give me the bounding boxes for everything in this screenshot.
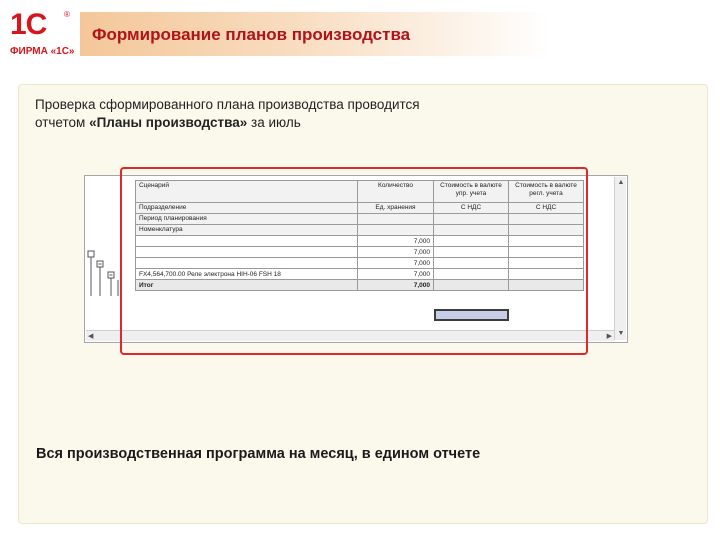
scroll-right-icon[interactable]: ▶ bbox=[606, 333, 612, 340]
description-prefix: отчетом bbox=[35, 115, 90, 130]
summary-caption: Вся производственная программа на месяц, в едином отчете bbox=[36, 446, 481, 462]
description-suffix: за июль bbox=[247, 115, 301, 130]
scroll-left-icon[interactable]: ◀ bbox=[88, 333, 94, 340]
col-header-cost-mgmt: Стоимость в валюте упр. учета bbox=[434, 181, 509, 203]
logo-firm-name: ФИРМА «1С» bbox=[10, 46, 75, 57]
row-quantity: 7,000 bbox=[358, 236, 434, 247]
highlight-frame bbox=[120, 167, 588, 355]
col-header-vat-mgmt: С НДС bbox=[434, 203, 509, 214]
grouping-tree-icon[interactable] bbox=[87, 250, 123, 300]
col-header-cost-reg: Стоимость в валюте регл. учета bbox=[509, 181, 584, 203]
total-quantity: 7,000 bbox=[358, 280, 434, 291]
row-quantity: 7,000 bbox=[358, 269, 434, 280]
col-header-quantity: Количество bbox=[358, 181, 434, 203]
col-header-division: Подразделение bbox=[136, 203, 358, 214]
company-logo bbox=[8, 8, 76, 60]
logo-registered: ® bbox=[64, 10, 70, 19]
scroll-down-icon[interactable]: ▼ bbox=[617, 330, 625, 337]
col-header-nomenclature: Номенклатура bbox=[136, 225, 358, 236]
row-quantity: 7,000 bbox=[358, 258, 434, 269]
total-label: Итог bbox=[136, 280, 358, 291]
page-title: Формирование планов производства bbox=[92, 25, 411, 44]
col-header-scenario: Сценарий bbox=[136, 181, 358, 203]
col-header-period: Период планирования bbox=[136, 214, 358, 225]
scroll-up-icon[interactable]: ▲ bbox=[617, 179, 625, 186]
col-header-vat-reg: С НДС bbox=[509, 203, 584, 214]
logo-mark: 1С bbox=[10, 8, 47, 41]
slide-header bbox=[0, 0, 720, 75]
description-text bbox=[35, 96, 515, 132]
description-line-1: Проверка сформированного плана производства проводится bbox=[35, 97, 420, 112]
row-quantity: 7,000 bbox=[358, 247, 434, 258]
row-label: FX4,564,700.00 Реле электрона HIH-06 FSH 18 bbox=[136, 269, 358, 280]
report-name: «Планы производства» bbox=[89, 115, 248, 130]
vertical-scrollbar[interactable] bbox=[614, 177, 626, 340]
description-line-2 bbox=[35, 114, 515, 132]
col-header-unit: Ед. хранения bbox=[358, 203, 434, 214]
